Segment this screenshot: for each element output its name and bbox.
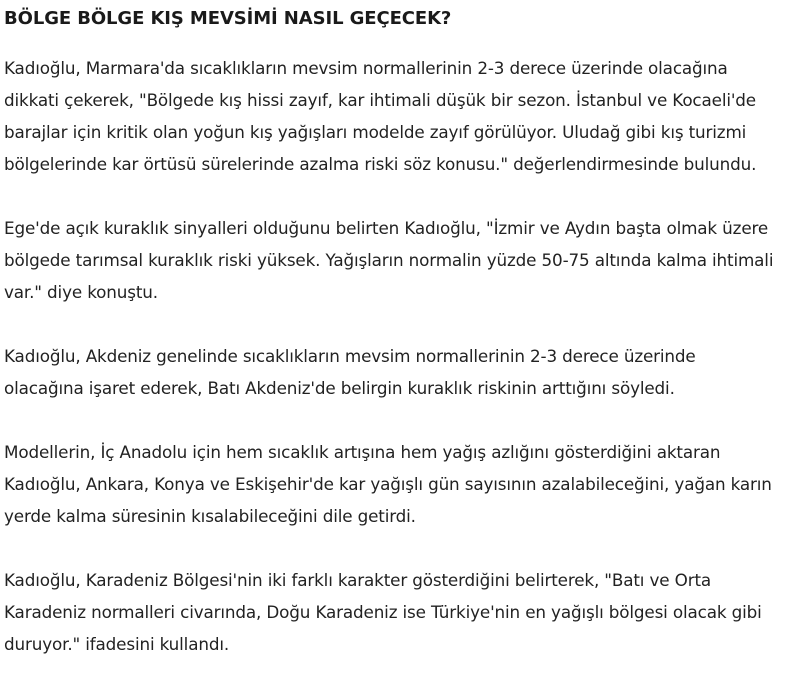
paragraph-akdeniz: Kadıoğlu, Akdeniz genelinde sıcaklıkların mevsim normallerinin 2-3 derece üzerinde olacağına işaret ederek, Batı Akdeniz'de belirgin kuraklık riskinin arttığını söyledi. [4, 346, 696, 398]
paragraph-marmara: Kadıoğlu, Marmara'da sıcaklıkların mevsim normallerinin 2-3 derece üzerinde olacağına dikkati çekerek, "Bölgede kış hissi zayıf, kar ihtimali düşük bir sezon. İstanbul ve Kocaeli'de barajlar için kritik olan yoğun kış yağışları modelde zayıf görülüyor. Uludağ gibi kış turizmi bölgelerinde kar örtüsü sürelerinde azalma riski söz konusu." değerlendirmesinde bulundu. [4, 58, 757, 174]
paragraph-ic-anadolu: Modellerin, İç Anadolu için hem sıcaklık artışına hem yağış azlığını gösterdiğini aktaran Kadıoğlu, Ankara, Konya ve Eskişehir'de kar yağışlı gün sayısının azalabileceğini, yağan karın yerde kalma süresinin kısalabileceğini dile getirdi. [4, 442, 772, 526]
paragraph-ege: Ege'de açık kuraklık sinyalleri olduğunu belirten Kadıoğlu, "İzmir ve Aydın başta olmak üzere bölgede tarımsal kuraklık riski yüksek. Yağışların normalin yüzde 50-75 altında kalma ihtimali var." diye konuştu. [4, 218, 774, 302]
paragraph-karadeniz: Kadıoğlu, Karadeniz Bölgesi'nin iki farklı karakter gösterdiğini belirterek, "Batı ve Orta Karadeniz normalleri civarında, Doğu Karadeniz ise Türkiye'nin en yağışlı bölgesi olacak gibi duruyor." ifadesini kullandı. [4, 570, 762, 654]
section-heading: BÖLGE BÖLGE KIŞ MEVSİMİ NASIL GEÇECEK? [4, 8, 452, 29]
